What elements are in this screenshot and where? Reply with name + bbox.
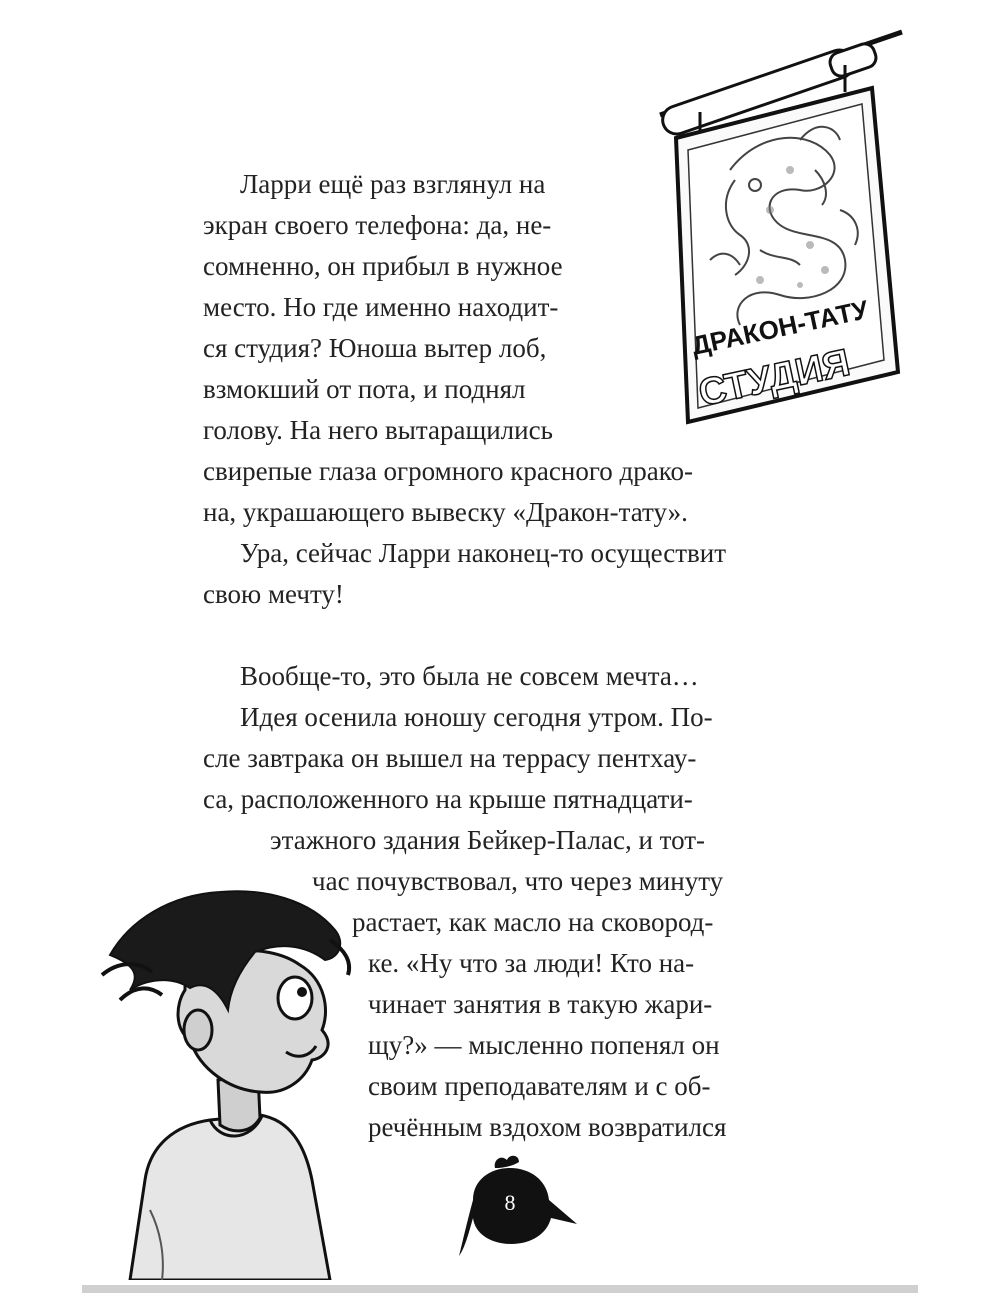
text-line-15: са, расположенного на крыше пятнадцати-: [203, 784, 693, 814]
text-line-4: место. Но где именно находит-: [203, 292, 559, 322]
page-number: 8: [504, 1190, 516, 1215]
text-line-9: на, украшающего вывеску «Дракон-тату».: [203, 497, 688, 527]
text-line-13: Идея осенила юношу сегодня утром. По-: [240, 702, 713, 732]
text-line-21: щу?» — мысленно попенял он: [368, 1030, 720, 1060]
page-number-badge: [455, 1152, 585, 1262]
text-line-8: свирепые глаза огромного красного драко-: [203, 456, 693, 486]
text-line-19: ке. «Ну что за люди! Кто на-: [368, 948, 695, 978]
sign-top-text: ДРАКОН-ТАТУ: [689, 294, 871, 361]
dragon-tattoo-sign-illustration: [640, 20, 920, 440]
text-line-6: взмокший от пота, и поднял: [203, 374, 526, 404]
text-line-2: экран своего телефона: да, не-: [203, 210, 552, 240]
text-line-14: сле завтрака он вышел на террасу пентхау-: [203, 743, 697, 773]
text-line-16: этажного здания Бейкер-Палас, и тот-: [270, 825, 706, 855]
text-line-18: растает, как масло на сковород-: [352, 907, 714, 937]
sign-bottom-text: СТУДИЯ: [695, 341, 854, 415]
text-line-22: своим преподавателям и с об-: [368, 1071, 711, 1101]
text-line-17: час почувствовал, что через минуту: [312, 866, 724, 896]
text-line-20: чинает занятия в такую жари-: [368, 989, 713, 1019]
boy-illustration: [90, 880, 360, 1280]
text-line-3: сомненно, он прибыл в нужное: [203, 251, 563, 281]
text-line-10: Ура, сейчас Ларри наконец-то осуществит: [240, 538, 727, 568]
text-line-7: голову. На него вытаращились: [203, 415, 553, 445]
text-line-1: Ларри ещё раз взглянул на: [240, 169, 546, 199]
text-line-5: ся студия? Юноша вытер лоб,: [203, 333, 547, 363]
text-line-12: Вообще-то, это была не совсем мечта…: [240, 661, 699, 691]
bottom-divider: [82, 1285, 918, 1293]
text-line-23: речённым вздохом возвратился: [368, 1112, 727, 1142]
text-line-11: свою мечту!: [203, 579, 344, 609]
